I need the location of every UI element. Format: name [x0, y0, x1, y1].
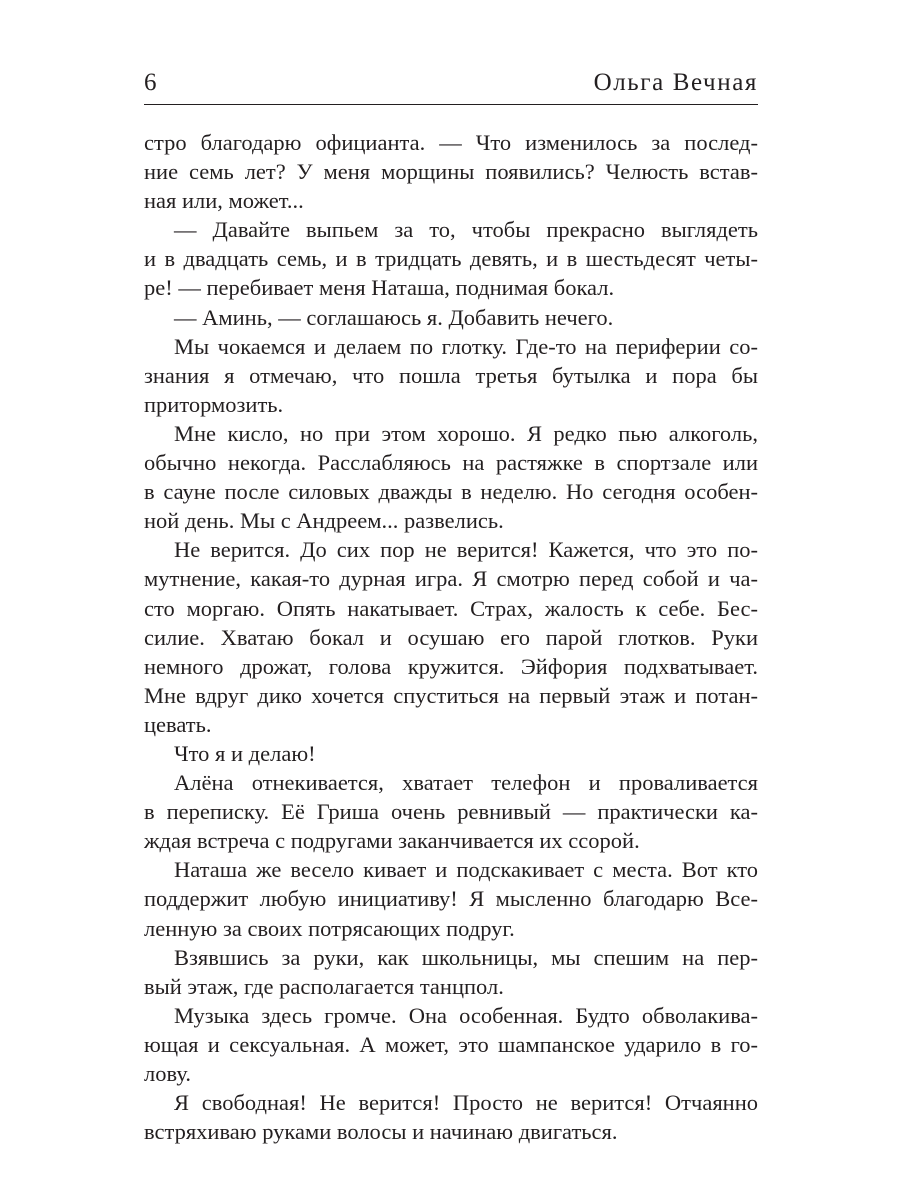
text-line: ре! — перебивает меня Наташа, поднимая бокал. [144, 275, 615, 301]
running-head [144, 64, 758, 104]
text-line: ной день. Мы с Андреем... развелись. [144, 508, 504, 534]
text-line: ющая и сексуальная. А может, это шампанское ударило в го- [144, 1031, 758, 1057]
author-name: Ольга Вечная [593, 69, 758, 96]
text-line: ждая встреча с подругами заканчивается их ссорой. [144, 828, 640, 854]
text-line: сто моргаю. Опять накатывает. Страх, жалость к себе. Бес- [144, 595, 758, 621]
text-line: Мне кисло, но при этом хорошо. Я редко пью алкоголь, [174, 420, 758, 446]
book-page [144, 0, 758, 1200]
body-text [144, 128, 758, 1146]
text-line: Алёна отнекивается, хватает телефон и проваливается [174, 770, 758, 796]
text-line: цевать. [144, 711, 212, 737]
text-line: Мне вдруг дико хочется спуститься на первый этаж и потан- [144, 682, 758, 708]
text-line: в сауне после силовых дважды в неделю. Но сегодня особен- [144, 479, 758, 505]
text-line: Что я и делаю! [174, 740, 316, 766]
text-line: немного дрожат, голова кружится. Эйфория подхватывает. [144, 653, 758, 679]
text-line: встряхиваю руками волосы и начинаю двигаться. [144, 1119, 618, 1145]
text-line: силие. Хватаю бокал и осушаю его парой глотков. Руки [144, 624, 758, 650]
header-rule [144, 104, 758, 105]
text-line: ние семь лет? У меня морщины появились? Челюсть встав- [144, 159, 758, 185]
text-line: Музыка здесь громче. Она особенная. Будто обволакива- [174, 1002, 758, 1028]
text-line: ная или, может... [144, 188, 304, 214]
text-line: стро благодарю официанта. — Что изменилось за послед- [144, 130, 758, 155]
text-line: притормозить. [144, 391, 284, 417]
text-line: знания я отмечаю, что пошла третья бутылка и пора бы [144, 362, 758, 388]
text-line: Взявшись за руки, как школьницы, мы спешим на пер- [174, 944, 758, 970]
text-line: поддержит любую инициативу! Я мысленно благодарю Все- [144, 886, 758, 912]
text-line: мутнение, какая-то дурная игра. Я смотрю перед собой и ча- [144, 566, 758, 592]
text-line: ленную за своих потрясающих подруг. [144, 915, 515, 941]
text-line: Не верится. До сих пор не верится! Кажется, что это по- [174, 537, 758, 563]
text-line: обычно некогда. Расслабляюсь на растяжке в спортзале или [144, 450, 758, 476]
text-line: — Давайте выпьем за то, чтобы прекрасно выглядеть [174, 217, 758, 243]
text-line: лову. [144, 1061, 191, 1086]
text-line: в переписку. Её Гриша очень ревнивый — практически ка- [144, 799, 758, 825]
text-line: Я свободная! Не верится! Просто не верится! Отчаянно [174, 1090, 758, 1116]
text-line: Мы чокаемся и делаем по глотку. Где-то на периферии со- [174, 333, 758, 359]
text-line: вый этаж, где располагается танцпол. [144, 973, 504, 999]
text-line: — Аминь, — соглашаюсь я. Добавить нечего. [174, 304, 614, 330]
page-number: 6 [144, 69, 157, 96]
text-line: Наташа же весело кивает и подскакивает с места. Вот кто [174, 857, 758, 883]
text-line: и в двадцать семь, и в тридцать девять, и в шестьдесят четы- [144, 246, 758, 272]
